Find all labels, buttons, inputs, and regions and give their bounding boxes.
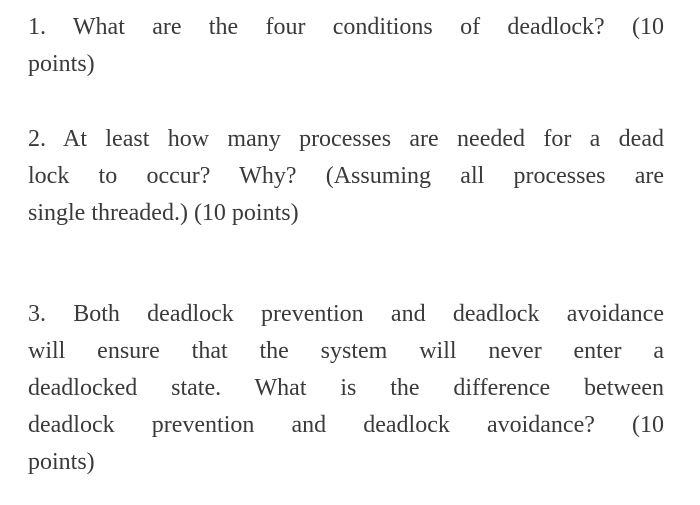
question-2-line-2: lock to occur? Why? (Assuming all processes are <box>28 163 664 189</box>
question-1-line-2: points) <box>28 51 95 77</box>
question-2-line-3: single threaded.) (10 points) <box>28 200 299 226</box>
question-3-line-1: 3. Both deadlock prevention and deadlock avoidance <box>28 301 664 327</box>
question-2 <box>28 121 664 232</box>
question-3 <box>28 296 664 481</box>
question-3-line-4: deadlock prevention and deadlock avoidance? (10 <box>28 412 664 438</box>
question-1-line-1: 1. What are the four conditions of deadlock? (10 <box>28 14 664 40</box>
question-3-line-3: deadlocked state. What is the difference between <box>28 375 664 401</box>
question-3-line-2: will ensure that the system will never enter a <box>28 338 664 364</box>
question-1 <box>28 9 664 83</box>
question-3-line-5: points) <box>28 449 95 475</box>
question-2-line-1: 2. At least how many processes are needed for a dead <box>28 126 664 152</box>
